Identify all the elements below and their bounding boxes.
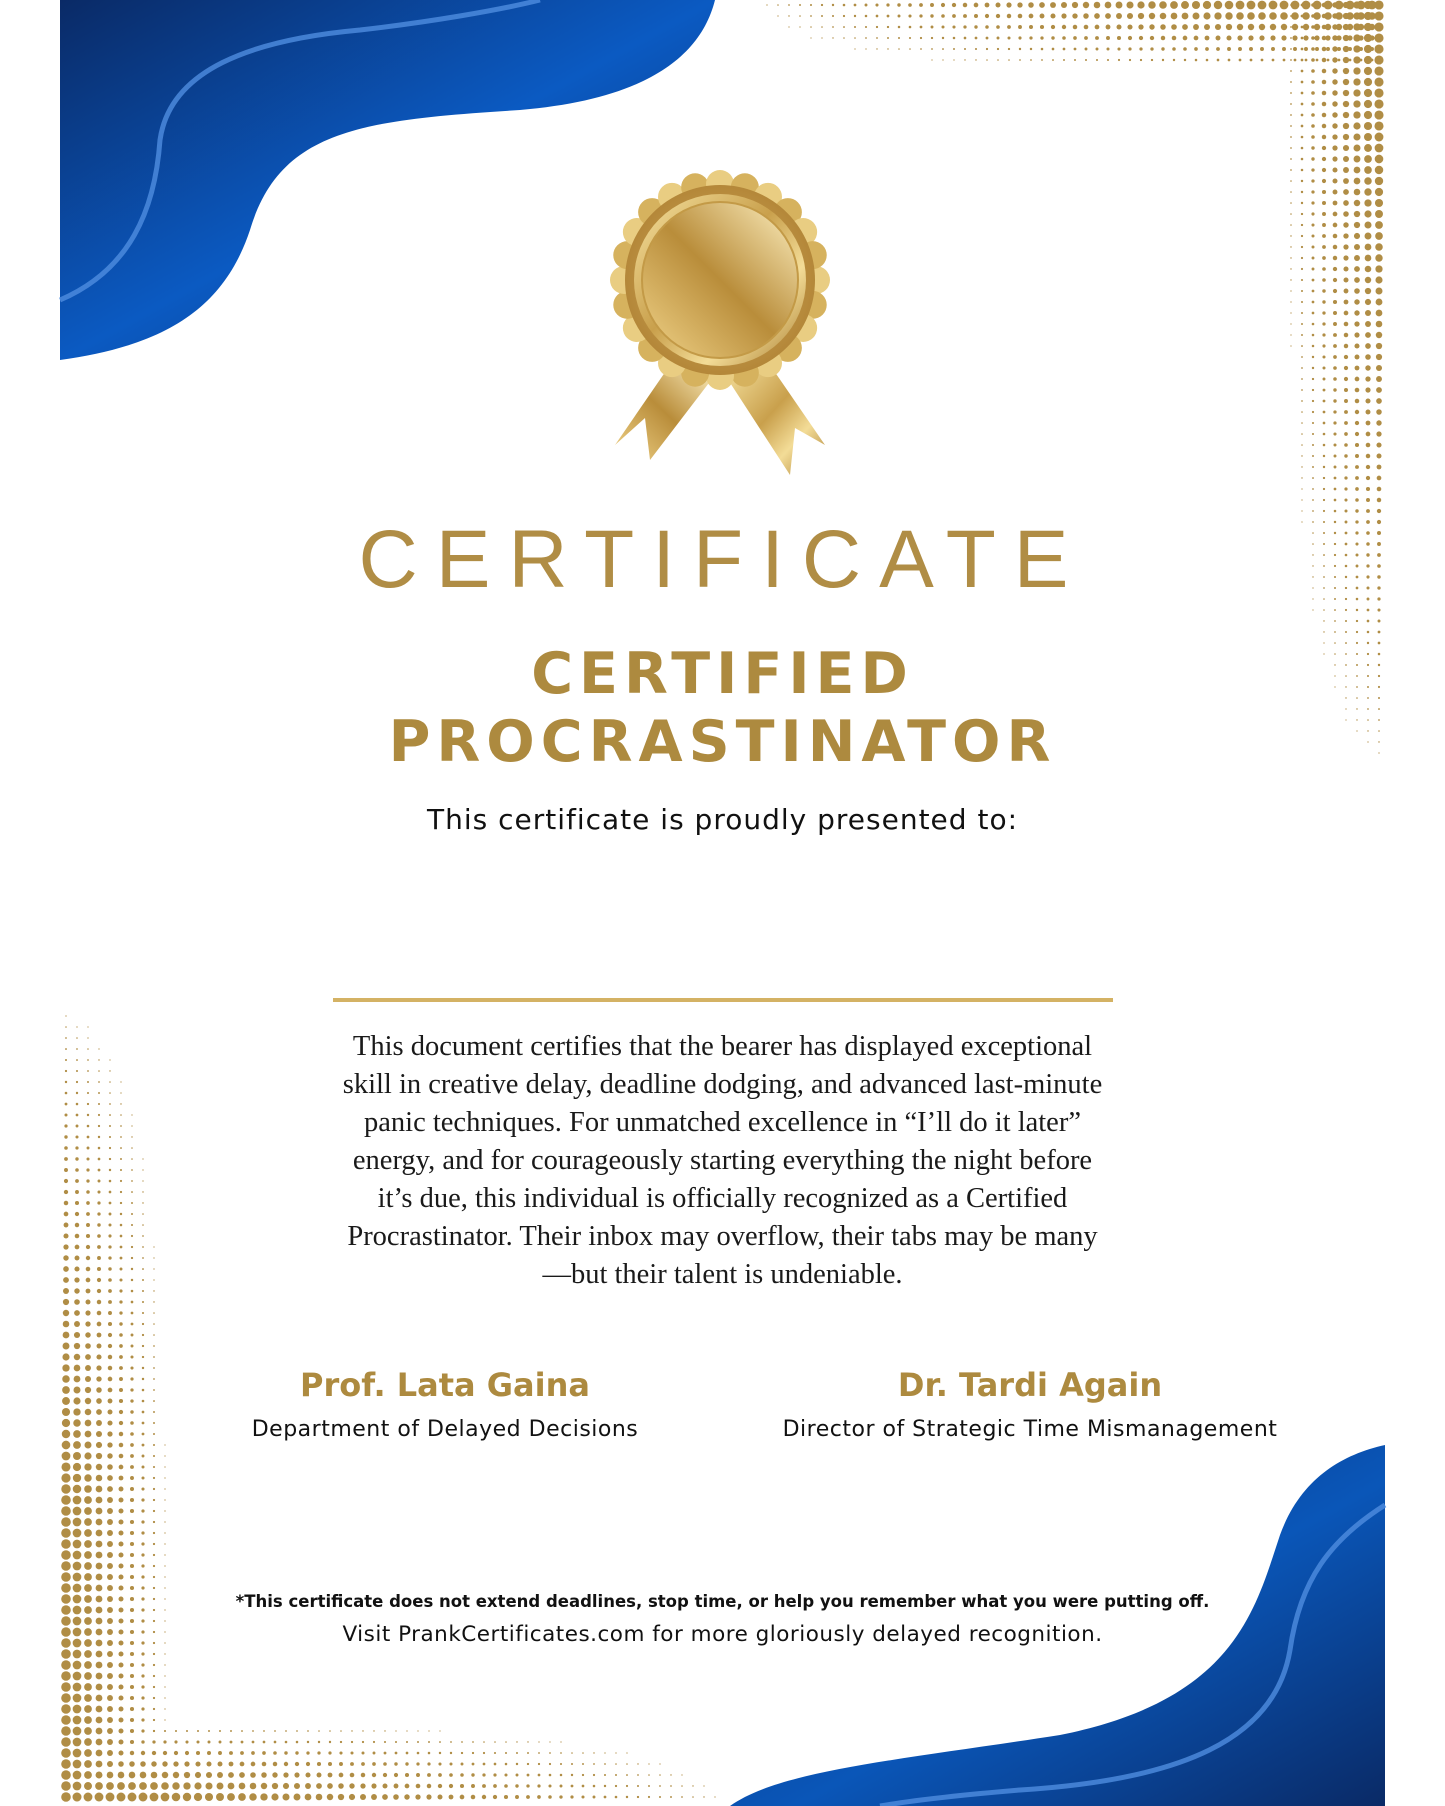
- gold-award-seal-icon: [590, 160, 850, 480]
- signatory-title: Director of Strategic Time Mismanagement: [782, 1417, 1278, 1442]
- signatory-left: [240, 1365, 650, 1442]
- signatory-title: Department of Delayed Decisions: [251, 1417, 639, 1442]
- recipient-name-line: [333, 998, 1113, 1002]
- certificate-title: [0, 640, 1445, 776]
- signatory-name: Prof. Lata Gaina: [300, 1366, 590, 1404]
- presented-to-text: This certificate is proudly presented to:: [426, 803, 1019, 836]
- footer-visit-link: Visit PrankCertificates.com for more gloriously delayed recognition.: [342, 1622, 1103, 1647]
- certificate-heading: CERTIFICATE: [358, 514, 1087, 605]
- signatory-right: [770, 1365, 1290, 1442]
- signatory-name: Dr. Tardi Again: [897, 1366, 1163, 1404]
- certificate-body-text: This document certifies that the bearer has displayed exceptional skill in creative delay, deadline dodging, and advanced last-minute panic techniques. For unmatched excellence in “I’ll do it later” energy, and for courageously starting everything the night before it’s due, this individual is officially recognized as a Certified Procrastinator. Their inbox may overflow, their tabs may be many—but their talent is undeniable.: [342, 1031, 1103, 1290]
- footer-disclaimer: *This certificate does not extend deadlines, stop time, or help you remember what you were putting off.: [235, 1592, 1210, 1611]
- certificate-title-line2: PROCRASTINATOR: [388, 709, 1057, 775]
- certificate-title-line1: CERTIFIED: [531, 641, 914, 707]
